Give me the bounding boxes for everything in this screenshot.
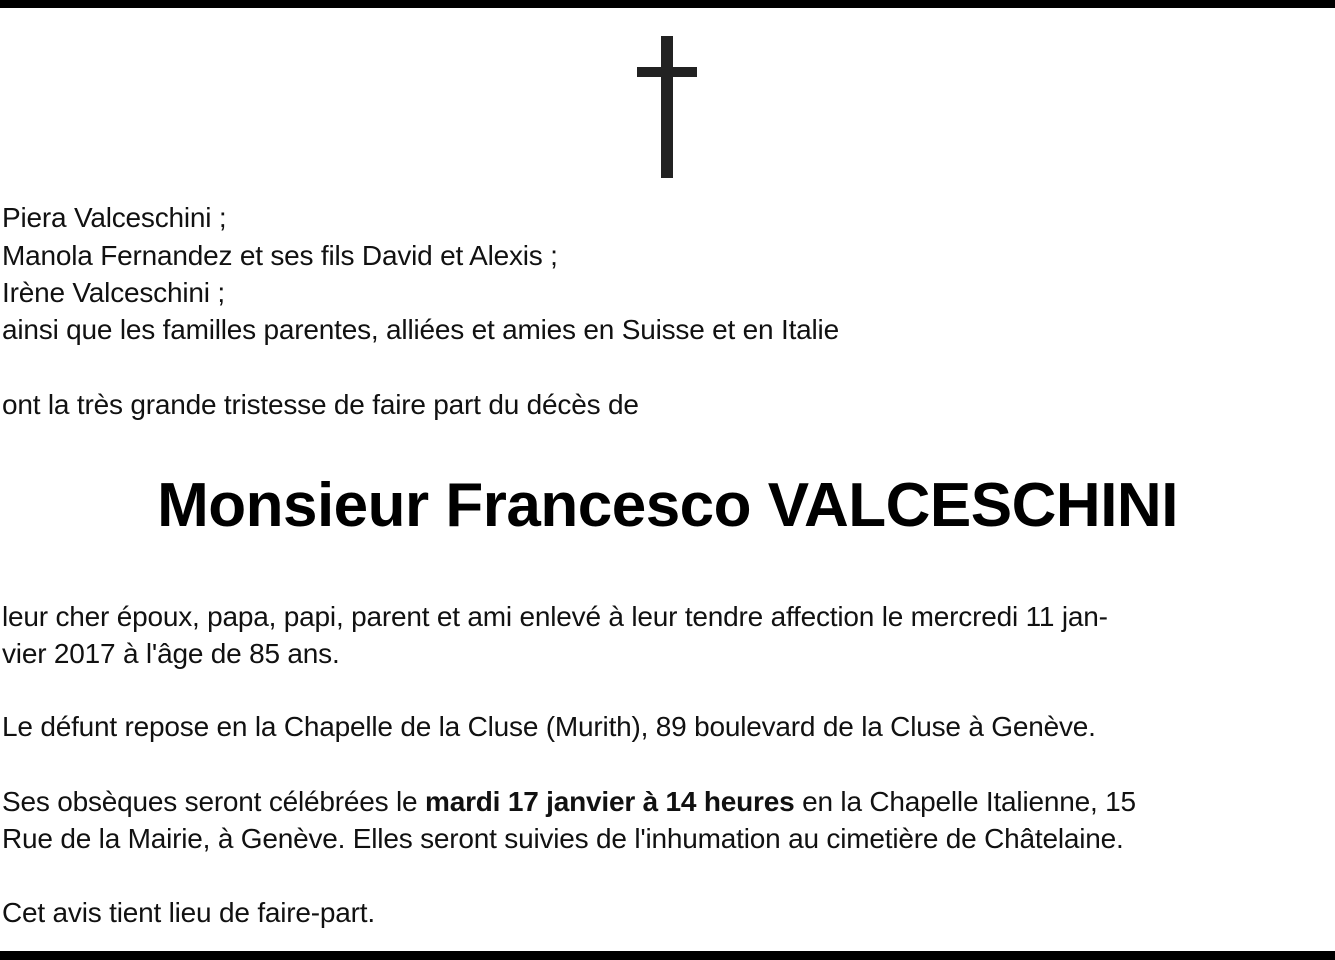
deceased-name: Monsieur Francesco VALCESCHINI [157,471,1178,540]
funeral-prefix: Ses obsèques seront célébrées le [2,786,425,817]
cross-vertical-bar [661,36,673,178]
cross-icon [637,36,697,178]
top-border-rule [0,0,1335,8]
cross-horizontal-bar [637,67,697,77]
funeral-suffix: en la Chapelle Italienne, 15 [794,786,1136,817]
family-line-2: Manola Fernandez et ses fils David et Alexis ; [2,240,558,271]
funeral-date-time: mardi 17 janvier à 14 heures [425,786,795,817]
tribute-line-2: vier 2017 à l'âge de 85 ans. [2,638,340,669]
family-line-1: Piera Valceschini ; [2,202,227,233]
bottom-border-rule [0,951,1335,960]
closing-text: Cet avis tient lieu de faire-part. [2,897,375,928]
family-line-3: Irène Valceschini ; [2,277,225,308]
announcement-text: ont la très grande tristesse de faire part du décès de [2,389,639,420]
funeral-line-2: Rue de la Mairie, à Genève. Elles seront suivies de l'inhumation au cimetière de Châtelaine. [2,823,1124,854]
repose-text: Le défunt repose en la Chapelle de la Cluse (Murith), 89 boulevard de la Cluse à Genève. [2,711,1096,742]
tribute-line-1: leur cher époux, papa, papi, parent et ami enlevé à leur tendre affection le mercredi 11 jan- [2,601,1108,632]
family-line-4: ainsi que les familles parentes, alliées et amies en Suisse et en Italie [2,314,839,345]
funeral-line-1 [2,783,1136,820]
